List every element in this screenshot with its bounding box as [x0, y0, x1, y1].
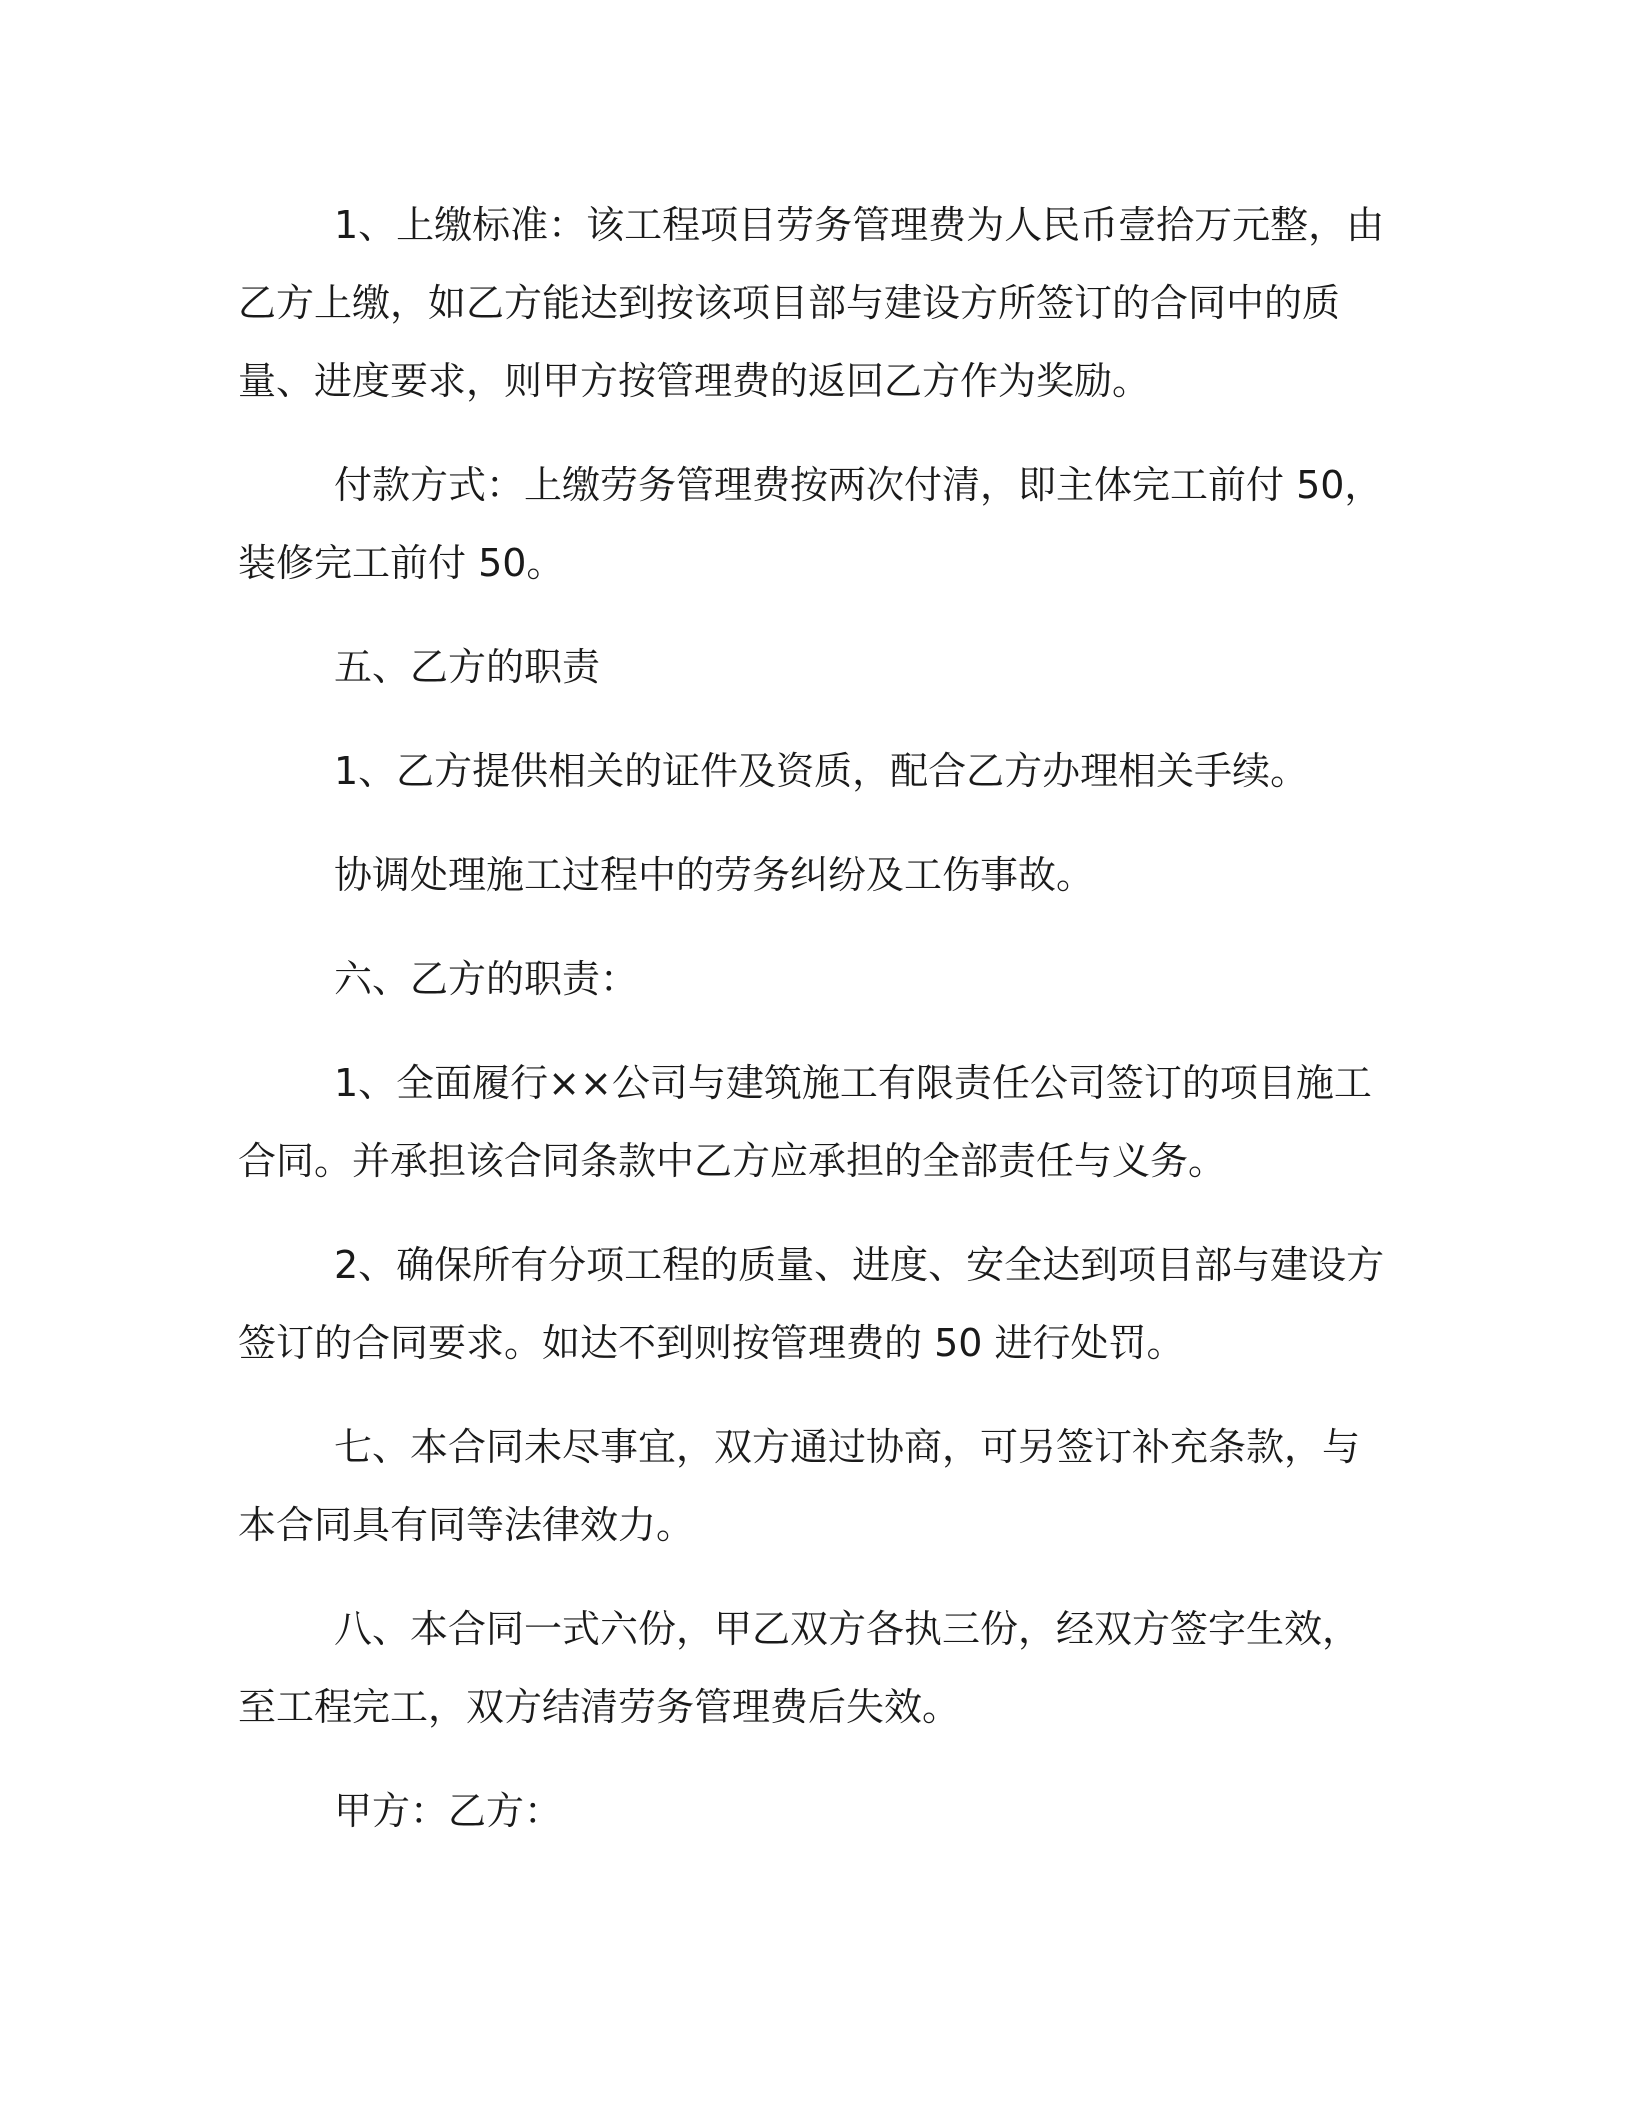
- paragraph-section-seven: 七、本合同未尽事宜，双方通过协商，可另签订补充条款，与本合同具有同等法律效力。: [238, 1425, 1361, 1547]
- paragraph-payment-method: 付款方式：上缴劳务管理费按两次付清，即主体完工前付 50，装修完工前付 50。: [238, 463, 1383, 585]
- paragraph-section-five-item-1: 1、乙方提供相关的证件及资质，配合乙方办理相关手续。: [334, 749, 1309, 793]
- paragraph-section-five-item-2: 协调处理施工过程中的劳务纠纷及工伤事故。: [334, 853, 1095, 897]
- paragraph-section-six-item-2: 2、确保所有分项工程的质量、进度、安全达到项目部与建设方签订的合同要求。如达不到则按管理费的 50 进行处罚。: [238, 1243, 1385, 1365]
- heading-section-five: 五、乙方的职责: [334, 645, 601, 689]
- signature-line: 甲方：乙方：: [334, 1789, 563, 1833]
- paragraph-section-six-item-1: 1、全面履行××公司与建筑施工有限责任公司签订的项目施工合同。并承担该合同条款中乙方应承担的全部责任与义务。: [238, 1061, 1372, 1183]
- paragraph-fee-standard: 1、上缴标准：该工程项目劳务管理费为人民币壹拾万元整，由乙方上缴，如乙方能达到按该项目部与建设方所签订的合同中的质量、进度要求，则甲方按管理费的返回乙方作为奖励。: [238, 203, 1385, 403]
- heading-section-six: 六、乙方的职责：: [334, 957, 639, 1001]
- paragraph-section-eight: 八、本合同一式六份，甲乙双方各执三份，经双方签字生效，至工程完工，双方结清劳务管理费后失效。: [238, 1607, 1361, 1729]
- document-body: [238, 186, 1388, 1850]
